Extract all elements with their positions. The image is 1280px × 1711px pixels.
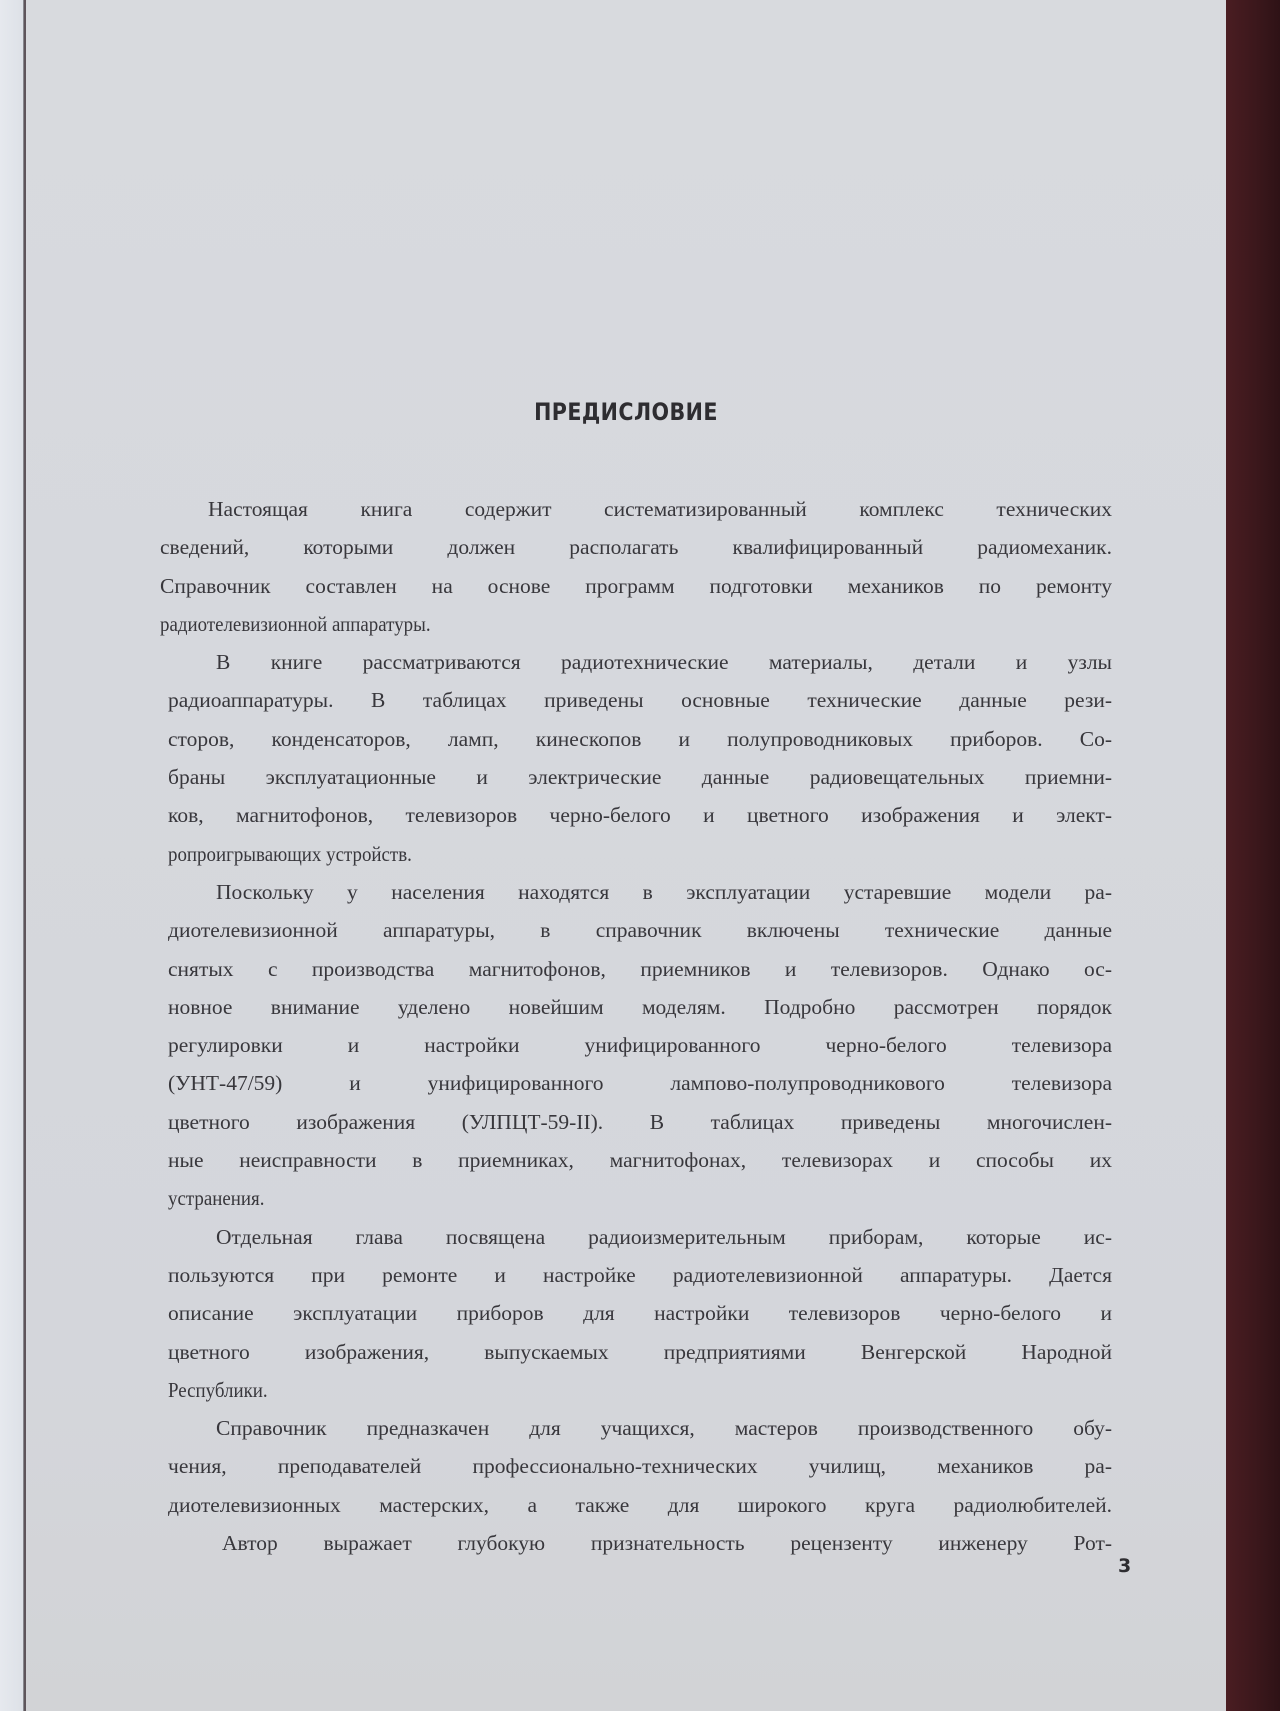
text-line: диотелевизионных мастерских, а также для широкого круга радиолюбителей. (168, 1492, 1112, 1517)
text-line: ные неисправности в приемниках, магнитофонах, телевизорах и способы их (168, 1148, 1112, 1173)
text-line: радиотелевизионной аппаратуры. (160, 611, 431, 636)
background-fabric (1226, 0, 1280, 1711)
text-line: цветного изображения (УЛПЦТ-59-II). В таблицах приведены многочислен- (168, 1109, 1112, 1134)
text-line: Настоящая книга содержит систематизированный комплекс технических (208, 497, 1112, 521)
text-line: браны эксплуатационные и электрические данные радиовещательных приемни- (168, 765, 1112, 790)
text-line: ропроигрывающих устройств. (168, 841, 412, 866)
text-line: диотелевизионной аппаратуры, в справочник включены технические данные (168, 918, 1112, 943)
page-heading: ПРЕДИСЛОВИЕ (534, 398, 718, 426)
text-line: снятых с производства магнитофонов, приемников и телевизоров. Однако ос- (168, 956, 1112, 981)
text-line: Автор выражает глубокую признательность рецензенту инженеру Рот- (222, 1531, 1112, 1556)
text-line: чения, преподавателей профессионально-технических училищ, механиков ра- (168, 1454, 1112, 1479)
text-line: Поскольку у населения находятся в эксплуатации устаревшие модели ра- (216, 879, 1112, 904)
text-line: регулировки и настройки унифицированного черно-белого телевизора (168, 1033, 1112, 1058)
facing-page-edge (0, 0, 24, 1711)
text-line: Справочник предназкачен для учащихся, мастеров производственного обу- (216, 1416, 1112, 1441)
text-line: пользуются при ремонте и настройке радиотелевизионной аппаратуры. Дается (168, 1262, 1112, 1287)
text-line: Справочник составлен на основе программ подготовки механиков по ремонту (160, 573, 1112, 598)
text-line: сторов, конденсаторов, ламп, кинескопов и полупроводниковых приборов. Со- (168, 726, 1112, 751)
book-page (26, 0, 1226, 1711)
text-line: Республики. (168, 1377, 268, 1402)
text-line: устранения. (168, 1186, 265, 1211)
text-line: описание эксплуатации приборов для настройки телевизоров черно-белого и (168, 1301, 1112, 1326)
text-line: цветного изображения, выпускаемых предприятиями Венгерской Народной (168, 1339, 1112, 1364)
text-line: ков, магнитофонов, телевизоров черно-белого и цветного изображения и элект- (168, 803, 1112, 828)
text-line: Отдельная глава посвящена радиоизмерительным приборам, которые ис- (216, 1224, 1112, 1249)
page-number: 3 (1118, 1555, 1132, 1577)
text-line: сведений, которыми должен располагать квалифицированный радиомеханик. (160, 535, 1112, 560)
text-line: радиоаппаратуры. В таблицах приведены основные технические данные рези- (168, 688, 1112, 713)
text-line: В книге рассматриваются радиотехнические материалы, детали и узлы (216, 650, 1112, 675)
text-line: новное внимание уделено новейшим моделям. Подробно рассмотрен порядок (168, 994, 1112, 1019)
preface-text (160, 490, 1112, 1562)
text-line: (УНТ-47/59) и унифицированного лампово-полупроводникового телевизора (168, 1071, 1112, 1096)
